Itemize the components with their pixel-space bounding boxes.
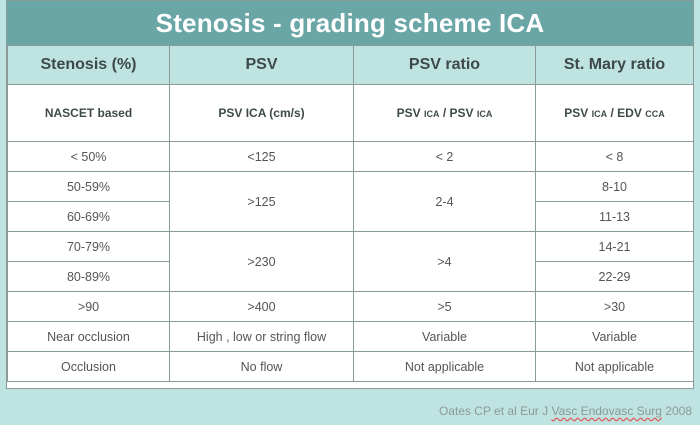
cell-psv-merged: >125 <box>170 172 354 232</box>
cell-stmary: 14-21 <box>536 232 694 262</box>
citation-journal: Vasc Endovasc Surg <box>551 404 662 418</box>
cell-stenosis: Near occlusion <box>8 322 170 352</box>
table-row <box>8 172 694 202</box>
table-row <box>8 232 694 262</box>
cell-stmary: 11-13 <box>536 202 694 232</box>
cell-psv-merged: >230 <box>170 232 354 292</box>
citation-text: Oates CP et al Eur J Vasc Endovasc Surg 2008 <box>438 404 692 418</box>
cell-stmary: < 8 <box>536 142 694 172</box>
grading-table-card <box>6 0 694 389</box>
cell-ratio: Variable <box>354 322 536 352</box>
cell-ratio: < 2 <box>354 142 536 172</box>
cell-stenosis: >90 <box>8 292 170 322</box>
subheader-nascet: NASCET based <box>8 85 170 142</box>
cell-ratio: Not applicable <box>354 352 536 382</box>
cell-ratio-merged: >4 <box>354 232 536 292</box>
subheader-psv-ratio: PSV ICA / PSV ICA <box>354 85 536 142</box>
subheader-st-mary: PSV ICA / EDV CCA <box>536 85 694 142</box>
table-row <box>8 322 694 352</box>
cell-stenosis: 80-89% <box>8 262 170 292</box>
cell-stmary: Variable <box>536 322 694 352</box>
cell-stmary: 22-29 <box>536 262 694 292</box>
header-psv: PSV <box>170 46 354 85</box>
cell-stmary: >30 <box>536 292 694 322</box>
cell-psv: >400 <box>170 292 354 322</box>
cell-psv: <125 <box>170 142 354 172</box>
header-row <box>8 46 694 85</box>
cell-psv: High , low or string flow <box>170 322 354 352</box>
table-row <box>8 352 694 382</box>
cell-stmary: 8-10 <box>536 172 694 202</box>
cell-ratio: >5 <box>354 292 536 322</box>
table-title: Stenosis - grading scheme ICA <box>7 1 693 46</box>
cell-stenosis: 50-59% <box>8 172 170 202</box>
cell-stmary: Not applicable <box>536 352 694 382</box>
subheader-row <box>8 85 694 142</box>
header-psv-ratio: PSV ratio <box>354 46 536 85</box>
cell-stenosis: Occlusion <box>8 352 170 382</box>
header-st-mary-ratio: St. Mary ratio <box>536 46 694 85</box>
cell-stenosis: 60-69% <box>8 202 170 232</box>
cell-ratio-merged: 2-4 <box>354 172 536 232</box>
cell-stenosis: 70-79% <box>8 232 170 262</box>
header-stenosis: Stenosis (%) <box>8 46 170 85</box>
subheader-psv-ica: PSV ICA (cm/s) <box>170 85 354 142</box>
cell-stenosis: < 50% <box>8 142 170 172</box>
table-row <box>8 292 694 322</box>
cell-psv: No flow <box>170 352 354 382</box>
grading-table <box>7 45 694 382</box>
table-row <box>8 142 694 172</box>
